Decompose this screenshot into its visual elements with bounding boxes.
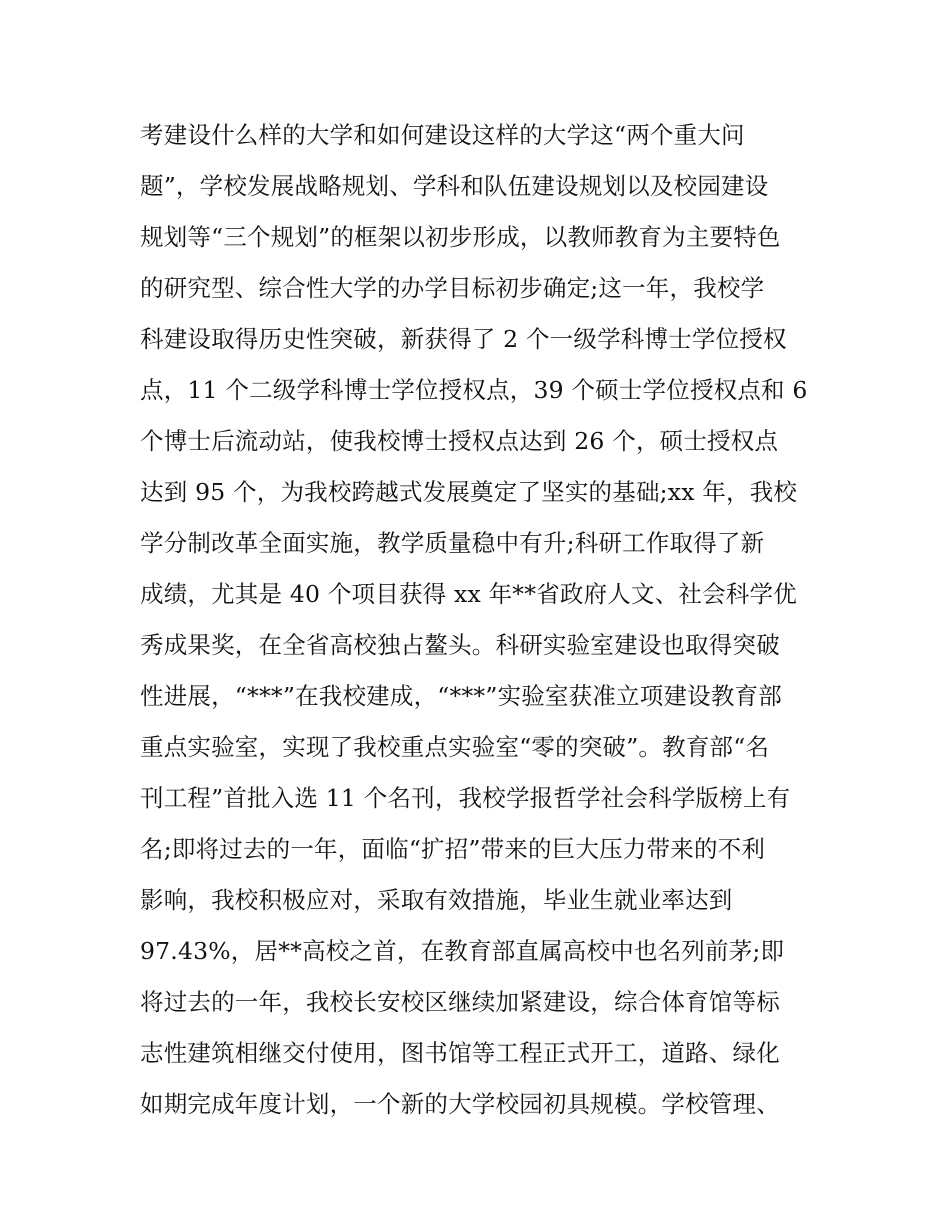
text-line: 点，11 个二级学科博士学位授权点，39 个硕士学位授权点和 6 xyxy=(140,376,808,404)
text-line: 名;即将过去的一年，面临“扩招”带来的巨大压力带来的不利 xyxy=(140,835,766,863)
text-line: 影响，我校积极应对，采取有效措施，毕业生就业率达到 xyxy=(140,886,733,914)
text-line: 个博士后流动站，使我校博士授权点达到 26 个，硕士授权点 xyxy=(140,427,779,455)
text-line: 97.43%，居**高校之首，在教育部直属高校中也名列前茅;即 xyxy=(140,937,785,965)
text-line: 性进展，“***”在我校建成，“***”实验室获准立项建设教育部 xyxy=(140,682,782,710)
text-line: 成绩，尤其是 40 个项目获得 xx 年**省政府人文、社会科学优 xyxy=(140,580,797,608)
text-line: 志性建筑相继交付使用，图书馆等工程正式开工，道路、绿化 xyxy=(140,1039,780,1067)
text-line: 刊工程”首批入选 11 个名刊，我校学报哲学社会科学版榜上有 xyxy=(140,784,791,812)
text-line: 题”，学校发展战略规划、学科和队伍建设规划以及校园建设 xyxy=(140,172,769,200)
text-line: 重点实验室，实现了我校重点实验室“零的突破”。教育部“名 xyxy=(140,733,770,761)
text-line: 如期完成年度计划，一个新的大学校园初具规模。学校管理、 xyxy=(140,1090,780,1118)
text-line: 的研究型、综合性大学的办学目标初步确定;这一年，我校学 xyxy=(140,274,765,302)
text-line: 秀成果奖，在全省高校独占鳌头。科研实验室建设也取得突破 xyxy=(140,631,780,659)
text-line: 将过去的一年，我校长安校区继续加紧建设，综合体育馆等标 xyxy=(140,988,780,1016)
text-line: 规划等“三个规划”的框架以初步形成，以教师教育为主要特色 xyxy=(140,223,781,251)
text-line: 学分制改革全面实施，教学质量稳中有升;科研工作取得了新 xyxy=(140,529,765,557)
text-line: 考建设什么样的大学和如何建设这样的大学这“两个重大问 xyxy=(140,121,745,149)
text-line: 达到 95 个，为我校跨越式发展奠定了坚实的基础;xx 年，我校 xyxy=(140,478,798,506)
text-line: 科建设取得历史性突破，新获得了 2 个一级学科博士学位授权 xyxy=(140,325,787,353)
body-paragraph xyxy=(140,110,830,1130)
